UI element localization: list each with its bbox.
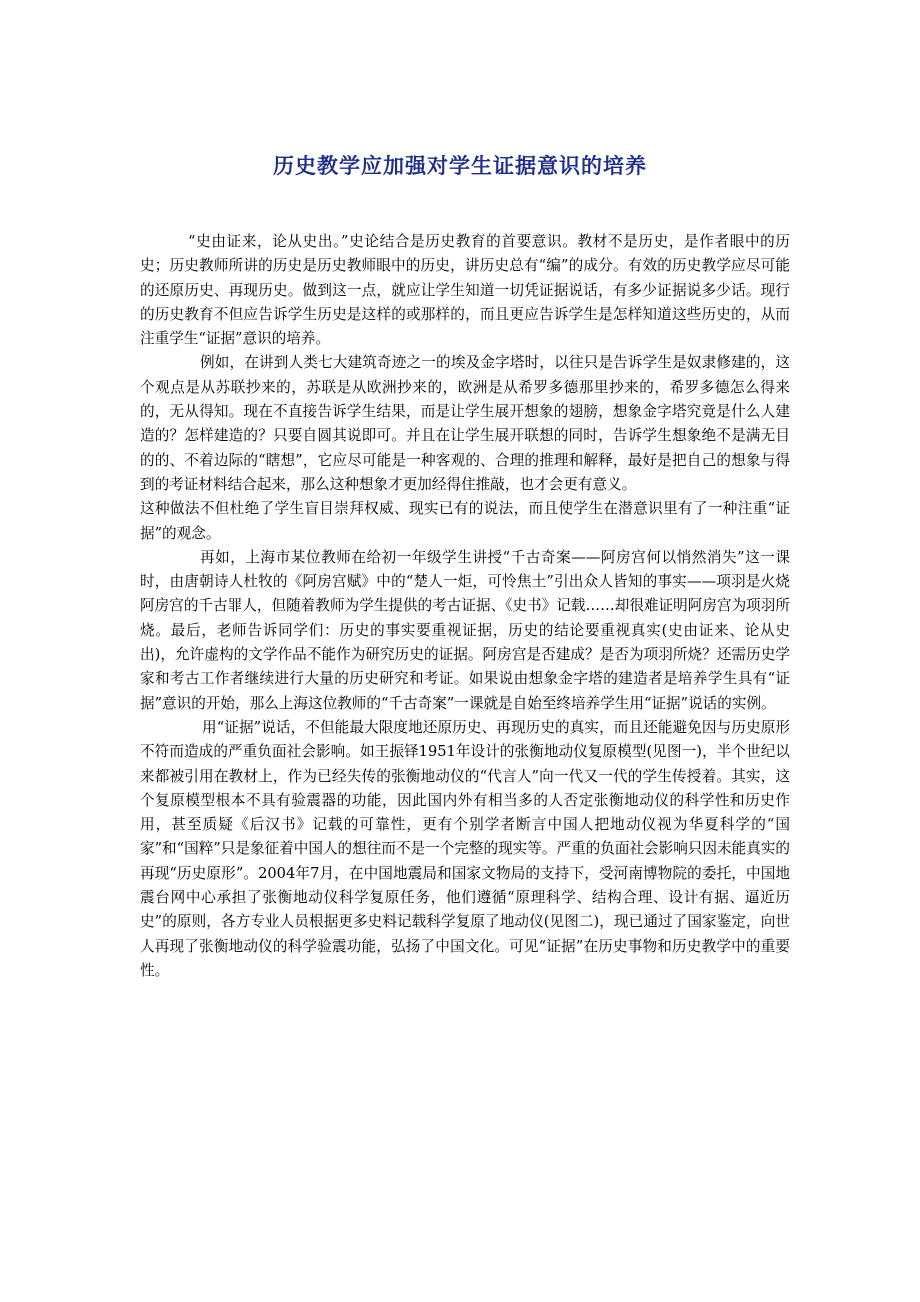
document-body xyxy=(140,230,790,983)
paragraph-seismoscope-example: 用“证据”说话，不但能最大限度地还原历史、再现历史的真实，而且还能避免因与历史原形不符而造成的严重负面社会影响。如王振铎1951年设计的张衡地动仪复原模型(见图一)，半个世纪以来都被引用在教材上，作为已经失传的张衡地动仪的“代言人”向一代又一代的学生传授着。其实，这个复原模型根本不具有验震器的功能，因此国内外有相当多的人否定张衡地动仪的科学性和历史作用，甚至质疑《后汉书》记载的可靠性，更有个别学者断言中国人把地动仪视为华夏科学的“国家”和“国粹”只是象征着中国人的想往而不是一个完整的现实等。严重的负面社会影响只因未能真实的再现“历史原形”。2004年7月，在中国地震局和国家文物局的支持下，受河南博物院的委托，中国地震台网中心承担了张衡地动仪科学复原任务，他们遵循“原理科学、结构合理、设计有据、逼近历史”的原则，各方专业人员根据更多史料记载科学复原了地动仪(见图二)，现已通过了国家鉴定，向世人再现了张衡地动仪的科学验震功能，弘扬了中国文化。可见“证据”在历史事物和历史教学中的重要性。 xyxy=(140,718,790,979)
document-title: 历史教学应加强对学生证据意识的培养 xyxy=(273,154,647,178)
paragraph-evidence-concept: 这种做法不但杜绝了学生盲目崇拜权威、现实已有的说法，而且使学生在潜意识里有了一种注重“证据”的观念。 xyxy=(140,500,790,542)
paragraph-epang-palace-example: 再如，上海市某位教师在给初一年级学生讲授“千古奇案——阿房宫何以悄然消失”这一课时，由唐朝诗人杜牧的《阿房宫赋》中的“楚人一炬，可怜焦土”引出众人皆知的事实——项羽是火烧阿房宫的千古罪人，但随着教师为学生提供的考古证据、《史书》记载……却很难证明阿房宫为项羽所烧。最后，老师告诉同学们：历史的事实要重视证据，历史的结论要重视真实(史由证来、论从史出)，允许虚构的文学作品不能作为研究历史的证据。阿房宫是否建成？是否为项羽所烧？还需历史学家和考古工作者继续进行大量的历史研究和考证。如果说由想象金字塔的建造者是培养学生具有“证据”意识的开始，那么上海这位教师的“千古奇案”一课就是自始至终培养学生用“证据”说话的实例。 xyxy=(140,548,790,712)
paragraph-intro: “史由证来，论从史出。”史论结合是历史教育的首要意识。教材不是历史，是作者眼中的历史；历史教师所讲的历史是历史教师眼中的历史，讲历史总有“编”的成分。有效的历史教学应尽可能的还原历史、再现历史。做到这一点，就应让学生知道一切凭证据说话，有多少证据说多少话。现行的历史教育不但应告诉学生历史是这样的或那样的，而且更应告诉学生是怎样知道这些历史的，从而注重学生“证据”意识的培养。 xyxy=(140,233,790,348)
paragraph-pyramid-example: 例如，在讲到人类七大建筑奇迹之一的埃及金字塔时，以往只是告诉学生是奴隶修建的，这个观点是从苏联抄来的，苏联是从欧洲抄来的，欧洲是从希罗多德那里抄来的，希罗多德怎么得来的，无从得知。现在不直接告诉学生结果，而是让学生展开想象的翅膀，想象金字塔究竟是什么人建造的？怎样建造的？只要自圆其说即可。并且在让学生展开联想的同时，告诉学生想象绝不是满无目的的、不着边际的“瞎想”，它应尽可能是一种客观的、合理的推理和解释，最好是把自己的想象与得到的考证材料结合起来，那么这种想象才更加经得住推敲，也才会更有意义。 xyxy=(140,354,790,493)
